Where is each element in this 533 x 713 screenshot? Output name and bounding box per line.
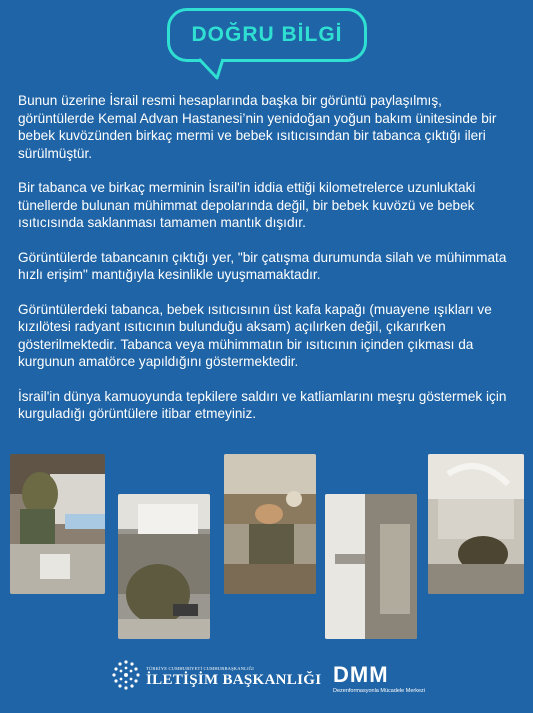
photo-2 bbox=[118, 494, 210, 639]
photo-5 bbox=[428, 454, 524, 594]
speech-tail-icon bbox=[197, 58, 237, 80]
photo-strip bbox=[0, 454, 533, 644]
photo-4 bbox=[325, 494, 417, 639]
paragraph-4: Görüntülerdeki tabanca, bebek ısıtıcısının üst kafa kapağı (muayene ışıkları ve kızılötesi radyant ısıtıcının bulunduğu aksam) açılırken değil, çıkarırken gösterilmektedir. Tabanca veya mühimmatın bir ısıtıcının içinden çıkması da kurgunun amatörce yapıldığını göstermektedir. bbox=[18, 301, 492, 369]
photo-2-image bbox=[118, 494, 210, 639]
photo-1 bbox=[10, 454, 105, 594]
badge-box bbox=[167, 8, 367, 62]
paragraph-2: Bir tabanca ve birkaç merminin İsrail'in iddia ettiği kilometrelerce uzunluktaki tünellerde bulunan mühimmat depolarında değil, bir bebek kuvözü ve bebek ısıtıcısında saklanması tamamen mantık dışıdır. bbox=[18, 180, 476, 230]
photo-3-image bbox=[224, 454, 316, 594]
paragraph-3: Görüntülerde tabancanın çıktığı yer, "bir çatışma durumunda silah ve mühimmata hızlı erişim" mantığıyla kesinlikle uyuşmamaktadır. bbox=[18, 249, 507, 282]
badge-title: DOĞRU BİLGİ bbox=[191, 23, 343, 46]
paragraph-1: Bunun üzerine İsrail resmi hesaplarında başka bir görüntü paylaşılmış, görüntülerde Kemal Advan Hastanesi’nin yenidoğan yoğun bakım ünitesinde bir bebek kuvözünden birkaç mermi ve bebek ısıtıcısından bir tabanca çıktığı ileri sürülmüştür. bbox=[18, 93, 497, 161]
iletisim-baskanligi-emblem-icon bbox=[110, 658, 142, 698]
footer bbox=[0, 652, 533, 713]
badge bbox=[167, 8, 367, 78]
photo-5-image bbox=[428, 454, 524, 594]
dmm-logo: DMM bbox=[333, 662, 389, 687]
ib-org-name: İLETİŞİM BAŞKANLIĞI bbox=[146, 672, 322, 688]
ib-org-line: TÜRKİYE CUMHURİYETİ CUMHURBAŞKANLIĞI bbox=[146, 666, 254, 671]
paragraph-5: İsrail'in dünya kamuoyunda tepkilere saldırı ve katliamlarını meşru göstermek için kurguladığı görüntülere itibar etmeyiniz. bbox=[18, 388, 507, 421]
article-body bbox=[18, 92, 518, 440]
photo-4-image bbox=[325, 494, 417, 639]
dmm-subtitle: Dezenformasyonla Mücadele Merkezi bbox=[333, 688, 426, 694]
photo-1-image bbox=[10, 454, 105, 594]
photo-3 bbox=[224, 454, 316, 594]
